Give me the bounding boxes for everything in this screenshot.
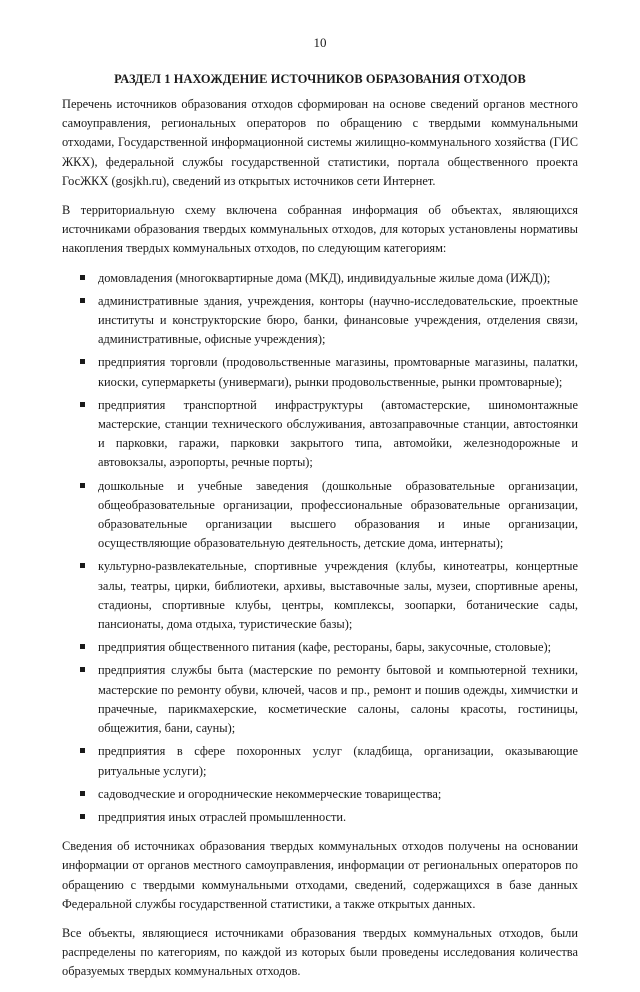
bullet-icon — [80, 814, 85, 819]
bullet-icon — [80, 644, 85, 649]
bullet-icon — [80, 402, 85, 407]
intro-paragraph-1: Перечень источников образования отходов сформирован на основе сведений органов местного самоуправления, региональных операторов по обращению с твердыми коммунальными отходами, Государственной информационной системы жилищно-коммунального хозяйства (ГИС ЖКХ), федеральной службы государственной статистики, портала общественного проекта ГосЖКХ (gosjkh.ru), сведений из открытых источников сети Интернет. — [62, 97, 578, 188]
bullet-icon — [80, 275, 85, 280]
category-list — [62, 269, 578, 827]
bullet-icon — [80, 791, 85, 796]
list-item-text: предприятия общественного питания (кафе, рестораны, бары, закусочные, столовые); — [98, 640, 552, 655]
list-item — [62, 477, 578, 554]
list-item — [62, 396, 578, 473]
list-item — [62, 742, 578, 780]
list-item-text: административные здания, учреждения, конторы (научно-исследовательские, проектные институты и конструкторские бюро, банки, финансовые учреждения, отделения связи, административные, офисные учреждения); — [98, 293, 578, 347]
list-item-text: предприятия торговли (продовольственные магазины, промтоварные магазины, палатки, киоски, супермаркеты (универмаги), рынки продовольственные, рынки промтоварные); — [98, 355, 578, 389]
closing-paragraph-1: Сведения об источниках образования твердых коммунальных отходов получены на основании информации от органов местного самоуправления, информации от региональных операторов по обращению с твердыми коммунальными отходами, сведений, содержащихся в базе данных Федеральной службы государственной статистики, а также открытых данных. — [62, 839, 578, 911]
list-item-text: предприятия службы быта (мастерские по ремонту бытовой и компьютерной техники, мастерские по ремонту обуви, ключей, часов и пр., ремонт и пошив одежды, химчистки и прачечные, парикмахерские, косметические салоны, салоны красоты, гостиницы, общежития, бани, сауны); — [98, 663, 578, 736]
bullet-icon — [80, 359, 85, 364]
closing-paragraph-2: Все объекты, являющиеся источниками образования твердых коммунальных отходов, были распределены по категориям, по каждой из которых были проведены исследования количества образуемых твердых коммунальных отходов. — [62, 925, 578, 979]
list-item — [62, 292, 578, 350]
list-item — [62, 661, 578, 738]
document-page — [62, 34, 578, 992]
bullet-icon — [80, 748, 85, 753]
bullet-icon — [80, 483, 85, 488]
list-item — [62, 638, 578, 657]
list-item-text: культурно-развлекательные, спортивные учреждения (клубы, кинотеатры, концертные залы, театры, цирки, библиотеки, архивы, выставочные залы, музеи, спортивные арены, стадионы, спортивные клубы, центры, комплексы, зоопарки, ботанические сады, пансионаты, дома отдыха, туристические базы); — [98, 559, 578, 632]
bullet-icon — [80, 667, 85, 672]
list-item — [62, 353, 578, 391]
bullet-icon — [80, 563, 85, 568]
list-item — [62, 785, 578, 804]
list-item-text: дошкольные и учебные заведения (дошкольные образовательные организации, общеобразовательные организации, профессиональные образовательные организации, образовательные организации высшего образования и иные организации, осуществляющие образовательную деятельность, детские дома, интернаты); — [98, 478, 578, 551]
list-item-text: садоводческие и огороднические некоммерческие товарищества; — [98, 786, 442, 801]
list-item — [62, 557, 578, 634]
list-item-text: предприятия транспортной инфраструктуры (автомастерские, шиномонтажные мастерские, станции технического обслуживания, автозаправочные станции, автостоянки и парковки, гаражи, парковки закрытого типа, автомойки, железнодорожные и автовокзалы, аэропорты, речные порты); — [98, 397, 578, 470]
section-heading: РАЗДЕЛ 1 НАХОЖДЕНИЕ ИСТОЧНИКОВ ОБРАЗОВАНИЯ ОТХОДОВ — [114, 72, 526, 86]
list-item — [62, 808, 578, 827]
list-item — [62, 269, 578, 288]
list-item-text: предприятия иных отраслей промышленности. — [98, 809, 347, 824]
page-number: 10 — [313, 35, 327, 50]
intro-paragraph-2: В территориальную схему включена собранная информация об объектах, являющихся источниками образования твердых коммунальных отходов, для которых установлены нормативы накопления твердых коммунальных отходов, по следующим категориям: — [62, 203, 578, 256]
list-item-text: домовладения (многоквартирные дома (МКД), индивидуальные жилые дома (ИЖД)); — [98, 270, 551, 285]
list-item-text: предприятия в сфере похоронных услуг (кладбища, организации, оказывающие ритуальные услуги); — [98, 744, 578, 778]
bullet-icon — [80, 298, 85, 303]
